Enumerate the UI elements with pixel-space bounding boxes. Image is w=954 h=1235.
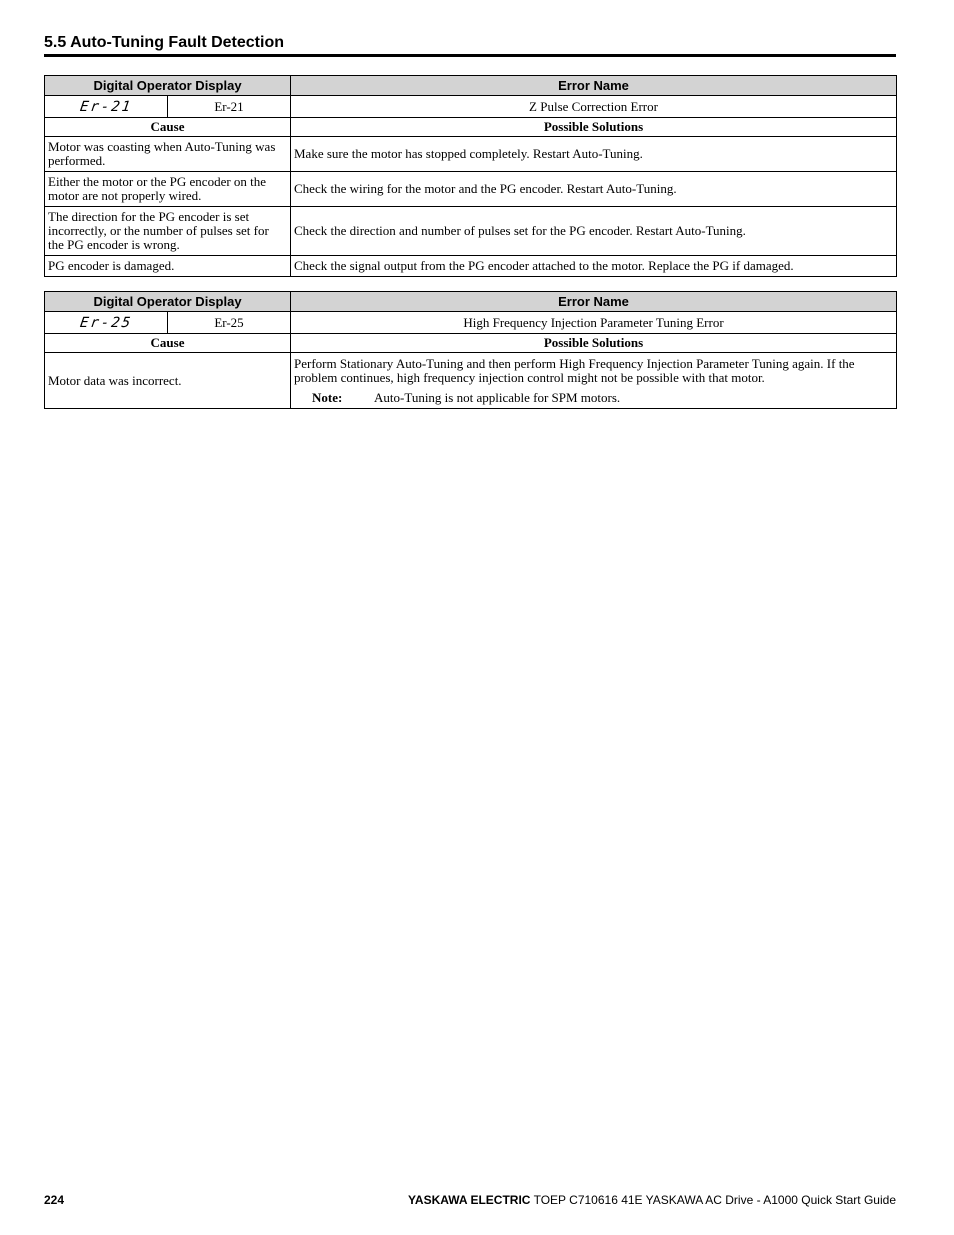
solution-cell: Check the direction and number of pulses set for the PG encoder. Restart Auto-Tuning. [291,207,897,256]
cause-cell: Either the motor or the PG encoder on the motor are not properly wired. [45,172,291,207]
operator-display-glyph: Er-21 [45,96,168,118]
cause-header: Cause [45,118,291,137]
error-code: Er-21 [168,96,291,118]
solution-text: Perform Stationary Auto-Tuning and then perform High Frequency Injection Parameter Tuning again. If the problem continues, high frequency injection control might not be possible with that motor. [294,355,855,385]
table-row [45,256,897,277]
table-row [45,137,897,172]
solution-cell [291,353,897,409]
page-number: 224 [44,1193,65,1207]
footer-doc-info [408,1193,896,1207]
fault-table-er25 [44,291,897,409]
solutions-header: Possible Solutions [291,334,897,353]
solutions-header: Possible Solutions [291,118,897,137]
solution-cell: Check the signal output from the PG encoder attached to the motor. Replace the PG if damaged. [291,256,897,277]
cause-cell: Motor was coasting when Auto-Tuning was performed. [45,137,291,172]
error-name: High Frequency Injection Parameter Tuning Error [291,312,897,334]
error-name: Z Pulse Correction Error [291,96,897,118]
solution-cell: Check the wiring for the motor and the PG encoder. Restart Auto-Tuning. [291,172,897,207]
table-row [45,353,897,409]
solution-cell: Make sure the motor has stopped completely. Restart Auto-Tuning. [291,137,897,172]
table-row [45,172,897,207]
fault-table-er21 [44,75,897,277]
cause-header: Cause [45,334,291,353]
cause-cell: PG encoder is damaged. [45,256,291,277]
error-code: Er-25 [168,312,291,334]
note-text: Auto-Tuning is not applicable for SPM motors. [374,389,621,405]
error-name-header: Error Name [291,292,897,312]
note-label: Note: [312,389,343,405]
error-name-header: Error Name [291,76,897,96]
operator-display-glyph: Er-25 [45,312,168,334]
footer-doc-title: TOEP C710616 41E YASKAWA AC Drive - A1000 Quick Start Guide [530,1193,896,1207]
note [294,391,893,405]
section-title: 5.5 Auto-Tuning Fault Detection [44,34,896,57]
cause-cell: The direction for the PG encoder is set incorrectly, or the number of pulses set for the PG encoder is wrong. [45,207,291,256]
cause-cell: Motor data was incorrect. [45,353,291,409]
footer-brand: YASKAWA ELECTRIC [408,1193,531,1207]
display-header: Digital Operator Display [45,76,291,96]
display-header: Digital Operator Display [45,292,291,312]
table-row [45,207,897,256]
